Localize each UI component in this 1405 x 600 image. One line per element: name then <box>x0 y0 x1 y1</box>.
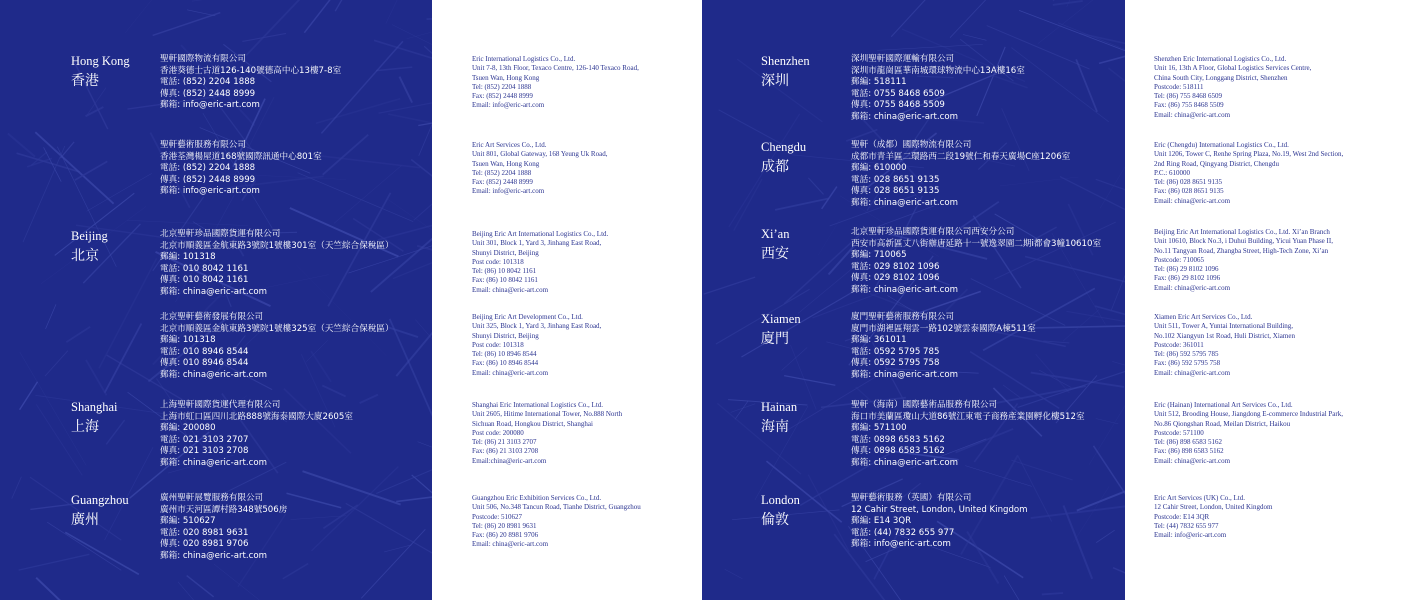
chinese-address-line: 郵箱: china@eric-art.com <box>160 457 267 468</box>
brush-stroke <box>877 44 983 50</box>
chinese-address-line: 深圳市龍崗區華南城環球物流中心13A樓16室 <box>851 65 1025 76</box>
english-address-line: Unit 506, No.348 Tancun Road, Tianhe District, Guangzhou <box>472 503 641 512</box>
english-address-line: Shunyi District, Beijing <box>472 331 539 340</box>
chinese-address-line: 郵編: 101318 <box>160 252 216 263</box>
brush-stroke <box>304 0 387 33</box>
chinese-address-line: 電話: (852) 2204 1888 <box>160 163 256 174</box>
city-heading <box>761 227 789 263</box>
english-address-line: Tel: (86) 755 8468 6509 <box>1154 92 1222 101</box>
english-address-line: Tel: (852) 2204 1888 <box>472 168 532 177</box>
english-address-line: 12 Cahir Street, London, United Kingdom <box>1154 503 1273 512</box>
english-address-line: Tsuen Wan, Hong Kong <box>472 73 540 82</box>
chinese-address-block <box>851 227 1101 297</box>
chinese-address-line: 傳真: 0592 5795 758 <box>851 358 940 369</box>
brush-stroke <box>808 475 849 552</box>
english-address-block <box>1154 494 1272 540</box>
city-name-en: Hainan <box>761 400 798 414</box>
english-address-line: Email: china@eric-art.com <box>1154 456 1231 465</box>
brush-stroke <box>335 0 367 11</box>
city-name-zh: 成都 <box>761 159 789 175</box>
brush-stroke <box>35 132 113 203</box>
english-address-line: Guangzhou Eric Exhibition Services Co., Ltd. <box>472 494 602 502</box>
chinese-address-line: 傳真: (852) 2448 8999 <box>160 174 256 185</box>
chinese-address-line: 傳真: 020 8981 9706 <box>160 539 249 550</box>
brush-stroke <box>86 360 107 395</box>
chinese-address-block <box>851 312 1036 382</box>
chinese-address-line: 郵編: 200080 <box>160 423 216 434</box>
brush-stroke <box>153 13 221 36</box>
chinese-address-line: 上海市虹口區四川北路888號海泰國際大廈2605室 <box>160 411 353 422</box>
brush-stroke <box>1113 568 1125 585</box>
brush-stroke <box>396 280 432 376</box>
brush-stroke <box>1031 505 1125 518</box>
brush-stroke <box>1053 0 1125 1</box>
brush-stroke <box>105 324 142 393</box>
english-address-block <box>1154 228 1333 293</box>
english-address-line: Postcode: 361011 <box>1154 340 1204 349</box>
english-address-block <box>472 55 639 111</box>
city-name-zh: 廈門 <box>761 331 789 347</box>
english-address-line: Unit 10610, Block No.3, i Duhui Building, Yicui Yuan Phase II, <box>1154 237 1333 246</box>
chinese-address-line: 郵箱: info@eric-art.com <box>851 539 951 550</box>
brush-stroke <box>60 142 74 158</box>
english-address-line: Fax: (86) 20 8981 9706 <box>472 531 539 540</box>
chinese-address-line: 郵箱: china@eric-art.com <box>851 111 958 122</box>
brush-stroke <box>822 187 837 209</box>
city-name-zh: 深圳 <box>761 73 789 89</box>
english-address-line: P.C.: 610000 <box>1154 168 1190 177</box>
english-address-line: Shenzhen Eric International Logistics Co., Ltd. <box>1154 55 1287 63</box>
chinese-address-line: 郵箱: china@eric-art.com <box>851 197 958 208</box>
chinese-address-line: 電話: 0898 6583 5162 <box>851 434 945 445</box>
brush-stroke <box>386 0 410 24</box>
city-name-zh: 上海 <box>71 419 99 435</box>
brush-stroke <box>1089 376 1125 465</box>
english-address-line: Tel: (86) 29 8102 1096 <box>1154 265 1219 274</box>
chinese-address-line: 郵箱: china@eric-art.com <box>160 550 267 561</box>
english-address-line: Tel: (86) 10 8946 8544 <box>472 350 537 359</box>
chinese-address-line: 聖軒藝術服務（英國）有限公司 <box>851 493 972 503</box>
chinese-address-line: 郵編: 510627 <box>160 516 216 527</box>
brush-stroke <box>1066 311 1125 325</box>
brush-stroke <box>412 475 432 563</box>
chinese-address-line: 郵箱: china@eric-art.com <box>160 369 267 380</box>
chinese-address-block <box>851 140 1070 210</box>
english-address-line: Tel: (86) 898 6583 5162 <box>1154 438 1222 447</box>
english-address-block <box>1154 55 1311 120</box>
brush-stroke <box>1100 153 1125 208</box>
chinese-address-line: 電話: 020 8981 9631 <box>160 527 249 538</box>
english-address-line: Email: china@eric-art.com <box>472 540 549 549</box>
chinese-address-line: 電話: 0755 8468 6509 <box>851 88 945 99</box>
chinese-address-line: 傳真: 028 8651 9135 <box>851 186 940 197</box>
chinese-address-line: 傳真: 021 3103 2708 <box>160 446 249 457</box>
english-address-line: Fax: (86) 10 8946 8544 <box>472 359 539 368</box>
english-address-line: Eric (Hainan) International Art Services Co., Ltd. <box>1154 401 1293 409</box>
english-address-block <box>472 494 641 550</box>
chinese-address-line: 廈門聖軒藝術服務有限公司 <box>851 312 955 322</box>
brush-stroke <box>12 477 22 499</box>
brush-stroke <box>1080 33 1125 58</box>
brush-stroke <box>414 168 432 220</box>
english-address-line: Fax: (86) 29 8102 1096 <box>1154 274 1221 283</box>
english-address-line: Tel: (86) 20 8981 9631 <box>472 521 537 530</box>
city-heading <box>761 312 801 348</box>
chinese-address-line: 聖軒（海南）國際藝術品服務有限公司 <box>851 400 998 410</box>
brush-stroke <box>322 385 345 396</box>
city-heading <box>761 140 806 176</box>
chinese-address-line: 電話: 0592 5795 785 <box>851 346 940 357</box>
chinese-address-line: 傳真: 0755 8468 5509 <box>851 100 945 111</box>
chinese-address-line: 廈門市湖裡區翔雲一路102號雲泰國際A棟511室 <box>851 323 1036 334</box>
chinese-address-line: 北京市順義區金航東路3號院1號樓301室（天竺綜合保稅區） <box>160 240 394 251</box>
english-address-block <box>472 313 601 378</box>
brush-stroke <box>323 505 357 528</box>
chinese-address-line: 郵箱: china@eric-art.com <box>160 286 267 297</box>
chinese-address-line: 傳真: 010 8946 8544 <box>160 358 249 369</box>
brush-stroke <box>891 0 937 37</box>
english-address-line: China South City, Longgang District, Shenzhen <box>1154 73 1288 82</box>
english-address-line: Shanghai Eric International Logistics Co., Ltd. <box>472 401 604 409</box>
city-name-en: Chengdu <box>761 140 807 154</box>
brush-stroke <box>415 320 432 404</box>
brush-stroke <box>950 0 1042 38</box>
city-name-zh: 海南 <box>761 419 789 435</box>
english-address-line: Unit 301, Block 1, Yard 3, Jinhang East Road, <box>472 239 602 248</box>
brush-stroke <box>704 277 755 294</box>
chinese-address-line: 北京市順義區金航東路3號院1號樓325室（天竺綜合保稅區） <box>160 323 394 334</box>
brush-stroke <box>246 0 341 56</box>
chinese-address-line: 傳真: (852) 2448 8999 <box>160 88 256 99</box>
chinese-address-line: 郵箱: china@eric-art.com <box>851 457 958 468</box>
english-address-line: Eric (Chengdu) International Logistics Co., Ltd. <box>1154 141 1289 149</box>
english-address-line: Beijing Eric Art International Logistics Co., Ltd. Xi’an Branch <box>1154 228 1330 236</box>
chinese-address-line: 海口市美蘭區瓊山大道86號江東電子商務產業園孵化樓512室 <box>851 411 1085 422</box>
brush-stroke <box>1031 373 1124 387</box>
chinese-address-block <box>160 400 353 470</box>
chinese-address-line: 電話: 028 8651 9135 <box>851 174 940 185</box>
brush-stroke <box>376 67 412 70</box>
english-address-line: Tel: (44) 7832 655 977 <box>1154 521 1219 530</box>
brush-stroke <box>1028 326 1125 328</box>
chinese-address-line: 傳真: 029 8102 1096 <box>851 273 940 284</box>
brush-stroke <box>399 77 412 103</box>
english-address-line: Fax: (86) 592 5795 758 <box>1154 359 1221 368</box>
english-address-line: No.11 Tangyan Road, Zhangba Street, High-Tech Zone, Xi’an <box>1154 246 1329 255</box>
english-address-line: Shunyi District, Beijing <box>472 248 539 257</box>
english-address-line: Postcode: 510627 <box>472 512 522 521</box>
english-address-line: Fax: (86) 028 8651 9135 <box>1154 187 1224 196</box>
brush-stroke <box>407 21 432 39</box>
english-address-line: Fax: (852) 2448 8999 <box>472 92 533 101</box>
english-address-line: Postcode: 518111 <box>1154 82 1204 91</box>
brush-stroke <box>8 134 35 157</box>
brush-stroke <box>66 327 90 342</box>
chinese-address-block <box>160 229 394 299</box>
english-address-line: Post code: 200080 <box>472 428 524 437</box>
city-name-zh: 香港 <box>71 73 99 89</box>
chinese-address-line: 傳真: 010 8042 1161 <box>160 275 249 286</box>
chinese-address-block <box>160 312 394 382</box>
city-heading <box>71 493 129 529</box>
brush-stroke <box>192 0 239 1</box>
english-address-line: Sichuan Road, Hongkou District, Shanghai <box>472 419 593 428</box>
english-address-block <box>472 401 622 466</box>
brush-stroke <box>1011 48 1108 122</box>
brush-stroke <box>45 351 68 376</box>
brush-stroke <box>127 220 248 225</box>
chinese-address-line: 郵編: 571100 <box>851 423 907 434</box>
city-name-en: Xi’an <box>761 227 790 241</box>
city-heading <box>761 493 800 529</box>
english-address-line: Tel: (86) 21 3103 2707 <box>472 438 537 447</box>
english-address-line: No.86 Qiongshan Road, Meilan District, Haikou <box>1154 419 1291 428</box>
english-address-line: Email: china@eric-art.com <box>1154 283 1231 292</box>
english-address-line: Unit 511, Tower A, Yuntai International Building, <box>1154 322 1294 331</box>
english-address-line: Email:china@eric-art.com <box>472 456 547 465</box>
english-address-line: No.102 Xiangyun 1st Road, Huli District, Xiamen <box>1154 331 1295 340</box>
english-address-line: Tel: (86) 592 5795 785 <box>1154 350 1219 359</box>
english-address-line: Unit 801, Global Gateway, 168 Yeung Uk Road, <box>472 150 608 159</box>
brush-stroke <box>1111 226 1125 310</box>
chinese-address-line: 郵箱: china@eric-art.com <box>851 369 958 380</box>
brush-stroke <box>1108 68 1125 94</box>
brush-stroke <box>418 442 432 465</box>
chinese-address-line: 北京聖軒珍品國際貨運有限公司西安分公司 <box>851 227 1015 237</box>
brush-stroke <box>334 166 401 224</box>
chinese-address-line: 成都市青羊區二環路西二段19號仁和春天廣場C座1206室 <box>851 151 1071 162</box>
english-address-line: Email: china@eric-art.com <box>472 368 549 377</box>
english-address-line: Unit 1206, Tower C, Renhe Spring Plaza, No.19, West 2nd Section, <box>1154 150 1344 159</box>
city-name-en: Hong Kong <box>71 54 130 68</box>
english-address-block <box>1154 401 1343 466</box>
english-address-line: Fax: (86) 898 6583 5162 <box>1154 447 1224 456</box>
chinese-address-line: 上海聖軒國際貨運代理有限公司 <box>160 400 281 410</box>
english-address-line: Unit 325, Block 1, Yard 3, Jinhang East Road, <box>472 322 602 331</box>
english-address-line: Fax: (86) 755 8468 5509 <box>1154 101 1224 110</box>
chinese-address-line: 郵編: 101318 <box>160 335 216 346</box>
brush-stroke <box>99 258 157 368</box>
english-address-line: Email: info@eric-art.com <box>1154 531 1227 540</box>
chinese-address-line: 郵箱: china@eric-art.com <box>851 284 958 295</box>
brush-stroke <box>963 35 986 41</box>
brush-stroke <box>818 219 840 255</box>
english-address-block <box>472 230 608 295</box>
english-address-line: Postcode: E14 3QR <box>1154 512 1210 521</box>
brush-stroke <box>1073 487 1109 543</box>
english-address-line: Email: china@eric-art.com <box>472 285 549 294</box>
english-address-line: Eric International Logistics Co., Ltd. <box>472 55 576 63</box>
brush-stroke <box>19 554 90 570</box>
brush-stroke <box>419 75 432 156</box>
english-address-line: Email: china@eric-art.com <box>1154 368 1231 377</box>
chinese-address-line: 郵編: E14 3QR <box>851 516 912 527</box>
english-address-line: Eric Art Services Co., Ltd. <box>472 141 547 149</box>
brush-stroke <box>323 135 369 175</box>
chinese-address-line: 電話: 021 3103 2707 <box>160 434 249 445</box>
chinese-address-line: 聖軒藝術服務有限公司 <box>160 140 246 150</box>
brush-stroke <box>1096 530 1114 542</box>
city-heading <box>761 54 810 90</box>
chinese-address-line: 電話: (852) 2204 1888 <box>160 77 256 88</box>
brush-stroke <box>1067 0 1104 7</box>
english-address-line: Tel: (86) 10 8042 1161 <box>472 267 537 276</box>
brush-stroke <box>1093 446 1125 536</box>
english-address-line: Tel: (852) 2204 1888 <box>472 82 532 91</box>
brush-stroke <box>376 449 432 493</box>
english-address-line: Post code: 101318 <box>472 340 524 349</box>
brush-stroke <box>187 10 215 16</box>
english-address-block <box>1154 141 1343 206</box>
brush-stroke <box>775 198 828 209</box>
chinese-address-line: 北京聖軒珍品國際貨運有限公司 <box>160 229 281 239</box>
english-address-line: Tsuen Wan, Hong Kong <box>472 159 540 168</box>
brush-stroke <box>46 304 56 329</box>
chinese-address-block <box>851 400 1085 470</box>
english-address-line: Email: china@eric-art.com <box>1154 110 1231 119</box>
brush-stroke <box>781 347 807 370</box>
city-heading <box>71 400 118 436</box>
brush-stroke <box>1042 593 1063 594</box>
chinese-address-line: 郵箱: info@eric-art.com <box>160 100 260 111</box>
brush-stroke <box>396 494 432 502</box>
brush-stroke <box>1096 419 1118 424</box>
english-address-block <box>472 141 607 197</box>
chinese-address-line: 12 Cahir Street, London, United Kingdom <box>851 504 1028 515</box>
english-address-line: Unit 7-8, 13th Floor, Texaco Centre, 126-140 Texaco Road, <box>472 64 639 73</box>
chinese-address-line: 電話: 029 8102 1096 <box>851 261 940 272</box>
brush-stroke <box>784 376 835 386</box>
english-address-line: Unit 2605, Hitime International Tower, No.888 North <box>472 410 623 419</box>
brush-stroke <box>361 529 425 598</box>
city-name-zh: 北京 <box>71 248 99 264</box>
english-address-line: Unit 16, 13th A Floor, Global Logistics Services Centre, <box>1154 64 1312 73</box>
english-address-line: Tel: (86) 028 8651 9135 <box>1154 178 1222 187</box>
english-address-line: Email: china@eric-art.com <box>1154 196 1231 205</box>
chinese-address-line: 香港葵德士古道126-140號德高中心13樓7-8室 <box>160 65 342 76</box>
english-address-line: Post code: 101318 <box>472 257 524 266</box>
english-address-line: Eric Art Services (UK) Co., Ltd. <box>1154 494 1245 502</box>
brush-stroke <box>65 532 139 574</box>
chinese-address-line: 廣州聖軒展覽服務有限公司 <box>160 493 264 503</box>
chinese-address-block <box>160 54 341 112</box>
english-address-line: Email: info@eric-art.com <box>472 187 545 196</box>
english-address-line: Fax: (86) 10 8042 1161 <box>472 276 538 285</box>
city-name-zh: 倫敦 <box>761 512 789 528</box>
chinese-address-line: 電話: (44) 7832 655 977 <box>851 527 955 538</box>
chinese-address-line: 聖軒國際物流有限公司 <box>160 54 246 64</box>
english-address-line: Fax: (86) 21 3103 2708 <box>472 447 539 456</box>
brush-stroke <box>1004 576 1067 600</box>
brush-stroke <box>20 382 38 410</box>
brush-stroke <box>725 569 743 579</box>
english-address-line: Email: info@eric-art.com <box>472 101 545 110</box>
brush-stroke <box>808 178 823 195</box>
chinese-address-line: 郵箱: info@eric-art.com <box>160 186 260 197</box>
city-name-zh: 廣州 <box>71 512 99 528</box>
chinese-address-line: 郵編: 610000 <box>851 163 907 174</box>
chinese-address-line: 廣州市天河區譚村路348號506房 <box>160 504 288 515</box>
english-address-line: Postcode: 571100 <box>1154 428 1204 437</box>
brush-stroke <box>1063 505 1092 578</box>
english-address-line: Unit 512, Brooding House, Jiangdong E-commerce Industrial Park, <box>1154 410 1343 419</box>
brush-stroke <box>287 493 342 508</box>
chinese-address-line: 聖軒（成都）國際物流有限公司 <box>851 140 972 150</box>
chinese-address-line: 郵編: 518111 <box>851 77 907 88</box>
chinese-address-line: 北京聖軒藝術發展有限公司 <box>160 312 264 322</box>
english-address-line: 2nd Ring Road, Qingyang District, Chengdu <box>1154 159 1280 168</box>
chinese-address-block <box>160 140 322 198</box>
chinese-address-block <box>851 493 1028 551</box>
city-heading <box>71 54 130 90</box>
english-address-block <box>1154 313 1295 378</box>
brush-stroke <box>427 15 432 19</box>
chinese-address-line: 郵編: 361011 <box>851 335 907 346</box>
brush-stroke <box>346 503 432 558</box>
city-name-en: London <box>761 493 800 507</box>
chinese-address-block <box>160 493 287 563</box>
chinese-address-line: 電話: 010 8042 1161 <box>160 263 249 274</box>
brush-stroke <box>178 582 254 600</box>
english-address-line: Xiamen Eric Art Services Co., Ltd. <box>1154 313 1253 321</box>
brush-stroke <box>360 395 378 404</box>
brush-stroke <box>187 576 214 597</box>
city-name-en: Shenzhen <box>761 54 810 68</box>
chinese-address-line: 香港荃灣楊屋道168號國際訊通中心801室 <box>160 151 322 162</box>
brush-stroke <box>411 159 432 191</box>
brush-stroke <box>1003 385 1023 400</box>
brush-stroke <box>1076 59 1097 111</box>
chinese-address-line: 深圳聖軒國際運輸有限公司 <box>851 54 955 64</box>
city-name-zh: 西安 <box>761 246 789 262</box>
chinese-address-line: 西安市高新區丈八街辦唐延路十一號逸翠園二期i都會3幢10610室 <box>851 238 1102 249</box>
chinese-address-line: 傳真: 0898 6583 5162 <box>851 446 945 457</box>
chinese-address-line: 電話: 010 8946 8544 <box>160 346 249 357</box>
brush-stroke <box>75 161 107 180</box>
brush-stroke <box>734 179 762 231</box>
brush-stroke <box>283 564 308 579</box>
city-heading <box>71 229 108 265</box>
english-address-line: Postcode: 710065 <box>1154 255 1204 264</box>
city-name-en: Guangzhou <box>71 493 129 507</box>
brush-stroke <box>1038 0 1122 44</box>
city-name-en: Beijing <box>71 229 108 243</box>
city-heading <box>761 400 797 436</box>
english-address-line: Fax: (852) 2448 8999 <box>472 178 533 187</box>
chinese-address-block <box>851 54 1025 124</box>
chinese-address-line: 郵編: 710065 <box>851 250 907 261</box>
english-address-line: Beijing Eric Art International Logistics Co., Ltd. <box>472 230 609 238</box>
city-name-en: Xiamen <box>761 312 801 326</box>
city-name-en: Shanghai <box>71 400 118 414</box>
english-address-line: Beijing Eric Art Development Co., Ltd. <box>472 313 583 321</box>
brush-stroke <box>1099 54 1125 64</box>
brush-stroke <box>302 471 400 504</box>
brush-stroke <box>36 578 111 600</box>
